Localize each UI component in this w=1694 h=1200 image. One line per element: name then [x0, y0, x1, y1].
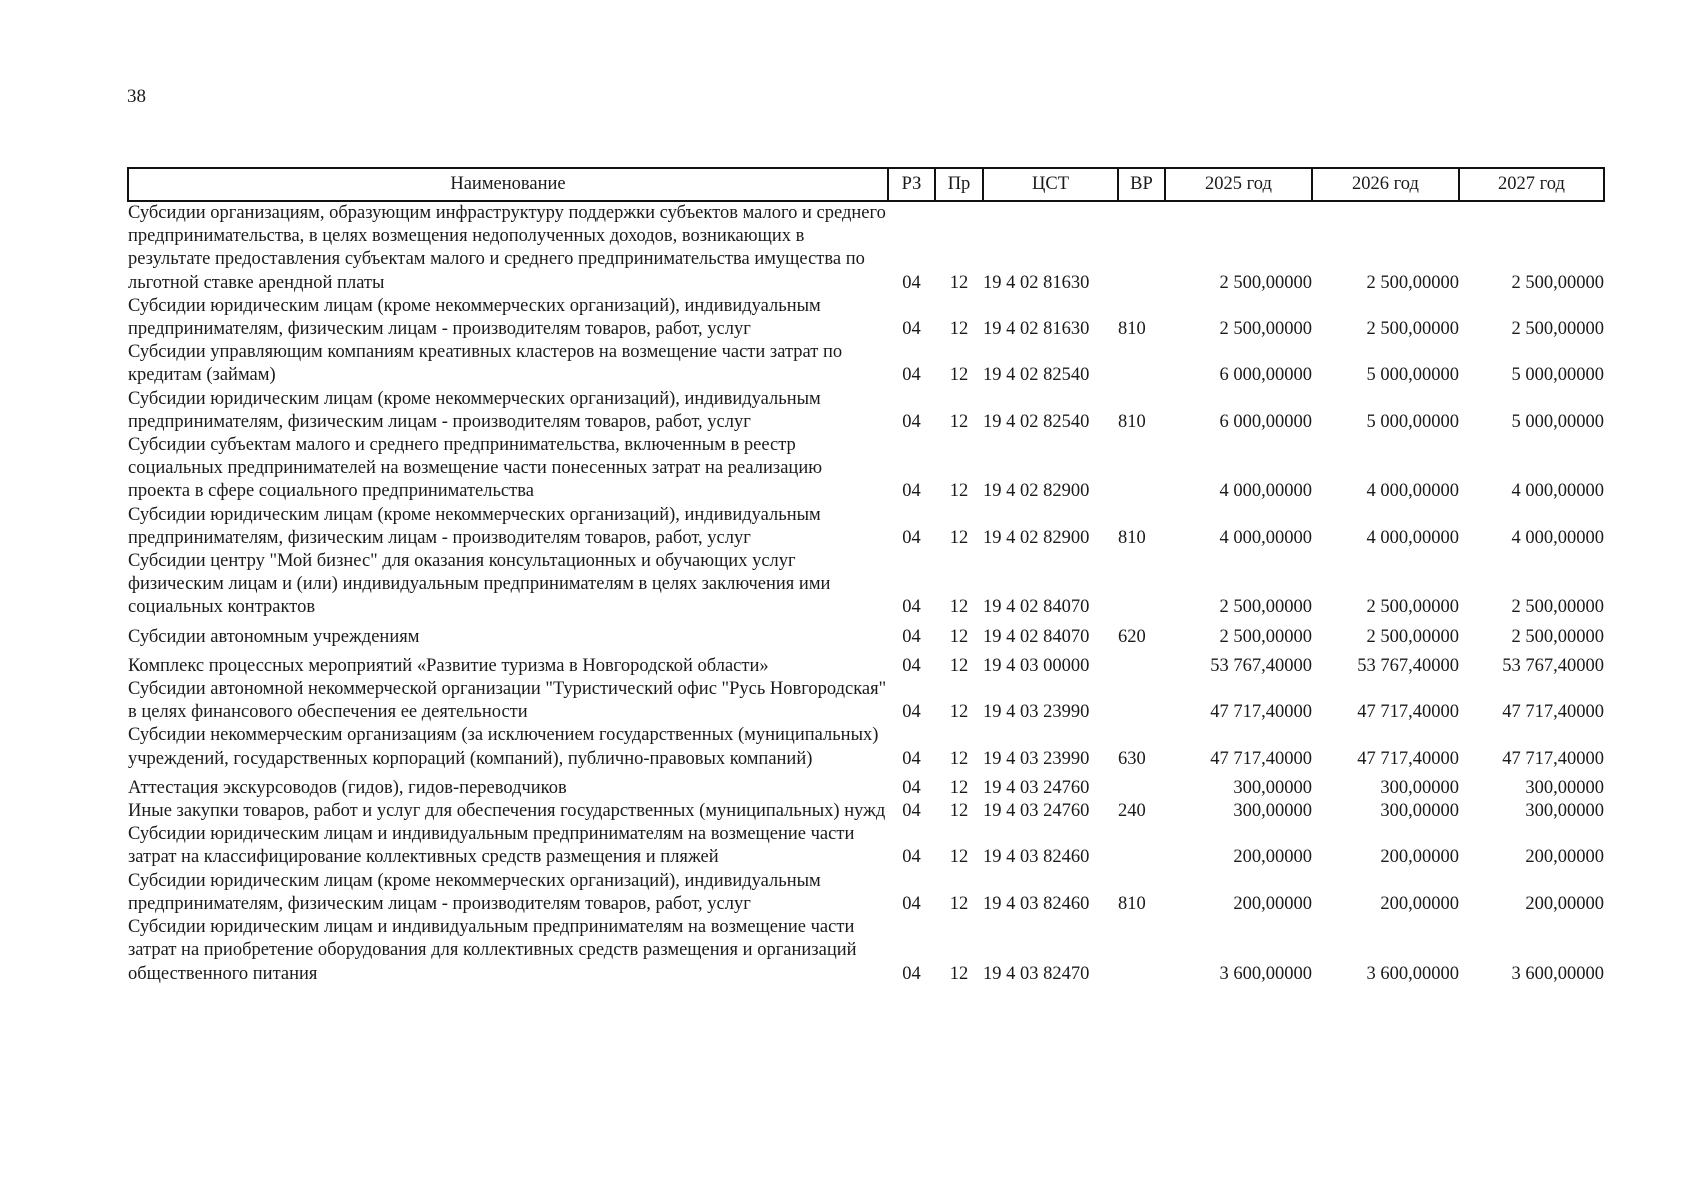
cell-y2025: 2 500,00000: [1219, 319, 1312, 340]
cell-pr: 12: [949, 481, 969, 502]
cell-y2026: 47 717,40000: [1357, 702, 1459, 723]
cell-y2026: 4 000,00000: [1366, 481, 1459, 502]
header-2027: 2027 год: [1459, 168, 1604, 201]
cell-vr: [1118, 678, 1165, 724]
cell-cst: 19 4 02 82900: [983, 527, 1090, 548]
cell-y2026: 300,00000: [1380, 777, 1459, 798]
cell-rz: 04: [902, 527, 921, 548]
cell-y2027: 200,00000: [1525, 847, 1604, 868]
cell-y2026: 3 600,00000: [1366, 963, 1459, 984]
cell-name: Субсидии юридическим лицам (кроме некоммерческих организаций), индивидуальным предпринимателям, физическим лицам - производителям товаров, работ, услуг: [128, 504, 821, 548]
cell-y2026: 2 500,00000: [1366, 272, 1459, 293]
cell-pr: 12: [949, 893, 969, 914]
cell-pr: 12: [949, 272, 969, 293]
page-number: 38: [127, 86, 146, 107]
cell-cst: 19 4 03 24760: [983, 801, 1090, 822]
table-row: [128, 550, 1604, 620]
table-row: [128, 504, 1604, 550]
header-name: Наименование: [128, 168, 888, 201]
header-vr: ВР: [1118, 168, 1165, 201]
cell-y2027: 5 000,00000: [1511, 365, 1604, 386]
cell-pr: 12: [949, 527, 969, 548]
cell-name: Субсидии юридическим лицам и индивидуальным предпринимателям на возмещение части затрат на классифицирование коллективных средств размещения и пляжей: [128, 824, 855, 868]
cell-y2027: 47 717,40000: [1502, 702, 1604, 723]
cell-vr: [1118, 341, 1165, 387]
cell-pr: 12: [949, 319, 969, 340]
cell-name: Субсидии некоммерческим организациям (за исключением государственных (муниципальных) учреждений, государственных корпораций (компаний), публично-правовых компаний): [128, 725, 879, 769]
table-row: [128, 916, 1604, 986]
cell-y2026: 53 767,40000: [1357, 655, 1459, 676]
table-row: [128, 678, 1604, 724]
cell-y2026: 5 000,00000: [1366, 365, 1459, 386]
table-row: [128, 823, 1604, 869]
cell-y2025: 53 767,40000: [1210, 655, 1312, 676]
cell-name: Субсидии автономным учреждениям: [128, 626, 420, 647]
cell-rz: 04: [902, 319, 921, 340]
cell-pr: 12: [949, 597, 969, 618]
table-row: [128, 434, 1604, 504]
cell-name: Субсидии юридическим лицам (кроме некоммерческих организаций), индивидуальным предпринимателям, физическим лицам - производителям товаров, работ, услуг: [128, 295, 821, 340]
cell-y2025: 300,00000: [1233, 801, 1312, 822]
cell-rz: 04: [902, 411, 921, 432]
cell-name: Субсидии автономной некоммерческой организации "Туристический офис "Русь Новгородская" в целях финансового обеспечения ее деятельности: [128, 679, 887, 723]
cell-y2026: 47 717,40000: [1357, 748, 1459, 769]
cell-cst: 19 4 03 23990: [983, 748, 1090, 769]
cell-vr: 810: [1118, 411, 1146, 432]
cell-y2025: 3 600,00000: [1219, 963, 1312, 984]
cell-y2025: 47 717,40000: [1210, 748, 1312, 769]
cell-vr: 810: [1118, 893, 1146, 914]
cell-cst: 19 4 03 82470: [983, 963, 1090, 984]
cell-y2027: 4 000,00000: [1511, 481, 1604, 502]
cell-y2026: 2 500,00000: [1366, 319, 1459, 340]
cell-cst: 19 4 02 81630: [983, 319, 1090, 340]
cell-cst: 19 4 02 84070: [983, 597, 1090, 618]
cell-name: Субсидии организациям, образующим инфраструктуру поддержки субъектов малого и среднего предпринимательства, в целях возмещения недополученных доходов, возникающих в результате предоставления субъектам малого и среднего предпринимательства имущества по льготной ставке арендной платы: [128, 203, 886, 293]
cell-vr: [1118, 916, 1165, 986]
table-row: [128, 620, 1604, 649]
cell-rz: 04: [902, 702, 921, 723]
cell-cst: 19 4 03 23990: [983, 702, 1090, 723]
budget-table: [127, 167, 1605, 986]
cell-cst: 19 4 02 82540: [983, 365, 1090, 386]
header-2026: 2026 год: [1312, 168, 1459, 201]
header-rz: РЗ: [888, 168, 935, 201]
cell-name: Субсидии юридическим лицам (кроме некоммерческих организаций), индивидуальным предпринимателям, физическим лицам - производителям товаров, работ, услуг: [128, 388, 821, 432]
cell-y2027: 2 500,00000: [1511, 597, 1604, 618]
cell-name: Субсидии юридическим лицам и индивидуальным предпринимателям на возмещение части затрат на приобретение оборудования для коллективных средств размещения и организаций общественного питания: [128, 917, 857, 984]
cell-y2026: 2 500,00000: [1366, 597, 1459, 618]
table-row: [128, 388, 1604, 434]
cell-y2026: 300,00000: [1380, 801, 1459, 822]
cell-cst: 19 4 02 82900: [983, 481, 1090, 502]
cell-vr: [1118, 771, 1165, 800]
cell-cst: 19 4 02 81630: [983, 272, 1090, 293]
cell-cst: 19 4 03 82460: [983, 893, 1090, 914]
cell-rz: 04: [902, 963, 921, 984]
table-row: [128, 724, 1604, 770]
cell-y2026: 4 000,00000: [1366, 527, 1459, 548]
cell-rz: 04: [902, 893, 921, 914]
cell-y2025: 300,00000: [1233, 777, 1312, 798]
cell-pr: 12: [949, 963, 969, 984]
table-body: [128, 201, 1604, 986]
cell-y2027: 300,00000: [1525, 777, 1604, 798]
cell-cst: 19 4 02 82540: [983, 411, 1090, 432]
cell-y2027: 5 000,00000: [1511, 411, 1604, 432]
cell-name: Субсидии управляющим компаниям креативных кластеров на возмещение части затрат по кредитам (займам): [128, 342, 843, 386]
cell-rz: 04: [902, 272, 921, 293]
cell-vr: [1118, 823, 1165, 869]
cell-vr: 810: [1118, 319, 1146, 340]
cell-y2025: 6 000,00000: [1219, 365, 1312, 386]
cell-y2026: 5 000,00000: [1366, 411, 1459, 432]
cell-name: Субсидии субъектам малого и среднего предпринимательства, включенным в реестр социальных предпринимателей на возмещение части понесенных затрат на реализацию проекта в сфере социального предпринимательства: [128, 435, 823, 502]
cell-y2025: 47 717,40000: [1210, 702, 1312, 723]
cell-vr: [1118, 550, 1165, 620]
cell-cst: 19 4 03 82460: [983, 847, 1090, 868]
cell-y2025: 200,00000: [1233, 893, 1312, 914]
cell-cst: 19 4 03 00000: [983, 655, 1090, 676]
cell-pr: 12: [949, 702, 969, 723]
cell-rz: 04: [902, 481, 921, 502]
header-2025: 2025 год: [1165, 168, 1312, 201]
table-row: [128, 800, 1604, 823]
cell-rz: 04: [902, 801, 921, 822]
cell-name: Субсидии юридическим лицам (кроме некоммерческих организаций), индивидуальным предпринимателям, физическим лицам - производителям товаров, работ, услуг: [128, 870, 821, 914]
cell-y2026: 200,00000: [1380, 893, 1459, 914]
header-cst: ЦСТ: [983, 168, 1118, 201]
table-header-row: [128, 168, 1604, 201]
cell-name: Субсидии центру "Мой бизнес" для оказания консультационных и обучающих услуг физическим лицам и (или) индивидуальным предпринимателям в целях заключения ими социальных контрактов: [128, 551, 831, 618]
cell-cst: 19 4 02 84070: [983, 626, 1090, 647]
cell-rz: 04: [902, 847, 921, 868]
cell-y2025: 2 500,00000: [1219, 272, 1312, 293]
cell-name: Аттестация экскурсоводов (гидов), гидов-переводчиков: [128, 777, 567, 798]
table-row: [128, 649, 1604, 678]
cell-rz: 04: [902, 748, 921, 769]
cell-y2025: 2 500,00000: [1219, 597, 1312, 618]
cell-vr: 240: [1118, 801, 1146, 822]
cell-y2027: 200,00000: [1525, 893, 1604, 914]
cell-vr: [1118, 649, 1165, 678]
cell-vr: 620: [1118, 626, 1146, 647]
cell-rz: 04: [902, 597, 921, 618]
table-row: [128, 870, 1604, 916]
cell-y2027: 2 500,00000: [1511, 319, 1604, 340]
cell-y2026: 200,00000: [1380, 847, 1459, 868]
cell-y2027: 300,00000: [1525, 801, 1604, 822]
cell-rz: 04: [902, 365, 921, 386]
cell-y2025: 4 000,00000: [1219, 481, 1312, 502]
table-row: [128, 341, 1604, 387]
cell-y2025: 200,00000: [1233, 847, 1312, 868]
cell-pr: 12: [949, 801, 969, 822]
cell-vr: 810: [1118, 527, 1146, 548]
cell-y2025: 6 000,00000: [1219, 411, 1312, 432]
cell-rz: 04: [902, 777, 921, 798]
cell-pr: 12: [949, 777, 969, 798]
cell-y2027: 4 000,00000: [1511, 527, 1604, 548]
table-row: [128, 201, 1604, 295]
cell-vr: [1118, 434, 1165, 504]
cell-vr: 630: [1118, 748, 1146, 769]
cell-y2025: 2 500,00000: [1219, 626, 1312, 647]
cell-pr: 12: [949, 365, 969, 386]
cell-pr: 12: [949, 626, 969, 647]
cell-name: Иные закупки товаров, работ и услуг для обеспечения государственных (муниципальных) нужд: [128, 801, 886, 822]
cell-vr: [1118, 201, 1165, 295]
cell-y2027: 2 500,00000: [1511, 272, 1604, 293]
cell-y2026: 2 500,00000: [1366, 626, 1459, 647]
cell-rz: 04: [902, 626, 921, 647]
table-row: [128, 295, 1604, 341]
cell-name: Комплекс процессных мероприятий «Развитие туризма в Новгородской области»: [128, 655, 769, 676]
cell-pr: 12: [949, 748, 969, 769]
table-row: [128, 771, 1604, 800]
cell-y2027: 53 767,40000: [1502, 655, 1604, 676]
cell-rz: 04: [902, 655, 921, 676]
cell-pr: 12: [949, 411, 969, 432]
cell-y2027: 2 500,00000: [1511, 626, 1604, 647]
cell-y2027: 3 600,00000: [1511, 963, 1604, 984]
header-pr: Пр: [935, 168, 983, 201]
cell-cst: 19 4 03 24760: [983, 777, 1090, 798]
cell-pr: 12: [949, 847, 969, 868]
cell-y2025: 4 000,00000: [1219, 527, 1312, 548]
cell-y2027: 47 717,40000: [1502, 748, 1604, 769]
cell-pr: 12: [949, 655, 969, 676]
